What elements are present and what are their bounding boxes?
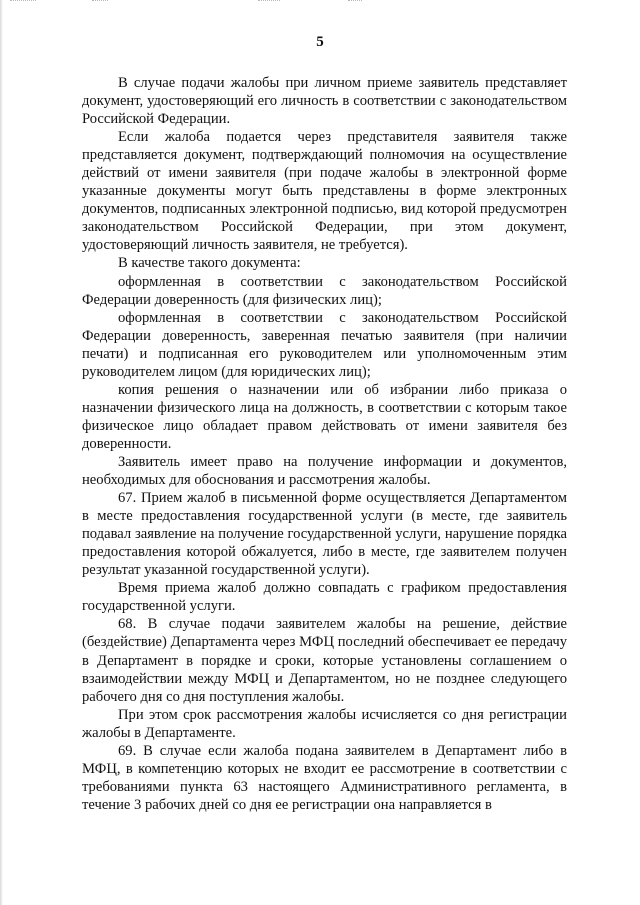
scan-artifact xyxy=(258,0,280,4)
paragraph: В случае подачи жалобы при личном приеме заявитель представляет документ, удостоверяющий его личность в соответствии с законодательством Российской Федерации. xyxy=(82,75,567,128)
scan-artifact xyxy=(348,0,362,4)
scan-artifact xyxy=(92,0,108,4)
document-body xyxy=(82,74,567,814)
paragraph: Если жалоба подается через представителя заявителя также представляется документ, подтверждающий полномочия на осуществление действий от имени заявителя (при подаче жалобы в электронной форме указанные документы могут быть представлены в форме электронных документов, подписанных электронной подписью, вид которой предусмотрен законодательством Российской Федерации, при этом документ, удостоверяющий личность заявителя, не требуется). xyxy=(82,129,567,254)
paragraph: Время приема жалоб должно совпадать с графиком предоставления государственной услуги. xyxy=(82,580,567,615)
paragraph: 67. Прием жалоб в письменной форме осуществляется Департаментом в месте предоставления государственной услуги (в месте, где заявитель подавал заявление на получение государственной услуги, нарушение порядка предоставления которой обжалуется, либо в месте, где заявителем получен результат указанной государственной услуги). xyxy=(82,490,567,579)
paragraph: Заявитель имеет право на получение информации и документов, необходимых для обоснования и рассмотрения жалобы. xyxy=(82,453,567,489)
paragraph: 69. В случае если жалоба подана заявителем в Департамент либо в МФЦ, в компетенцию которых не входит ее рассмотрение в соответствии с требованиями пункта 63 настоящего Административного регламента, в течение 3 рабочих дней со дня ее регистрации она направляется в xyxy=(82,742,567,813)
paragraph: 68. В случае подачи заявителем жалобы на решение, действие (бездействие) Департамента через МФЦ последний обеспечивает ее передачу в Департамент в порядке и сроки, которые установлены соглашением о взаимодействии между МФЦ и Департаментом, но не позднее следующего рабочего дня со дня поступления жалобы. xyxy=(82,616,567,705)
paragraph: копия решения о назначении или об избрании либо приказа о назначении физического лица на должность, в соответствии с которым такое физическое лицо обладает правом действовать от имени заявителя без доверенности. xyxy=(82,381,567,452)
paragraph: оформленная в соответствии с законодательством Российской Федерации доверенность (для физических лиц); xyxy=(82,273,567,308)
paragraph: В качестве такого документа: xyxy=(118,255,301,272)
scan-artifact xyxy=(10,0,36,4)
paragraph: оформленная в соответствии с законодательством Российской Федерации доверенность, заверенная печатью заявителя (при наличии печати) и подписанная его руководителем или уполномоченным этим руководителем лицом (для юридических лиц); xyxy=(82,309,567,380)
page-number: 5 xyxy=(316,34,324,50)
paragraph: При этом срок рассмотрения жалобы исчисляется со дня регистрации жалобы в Департаменте. xyxy=(82,706,567,741)
scan-left-edge xyxy=(0,0,3,905)
